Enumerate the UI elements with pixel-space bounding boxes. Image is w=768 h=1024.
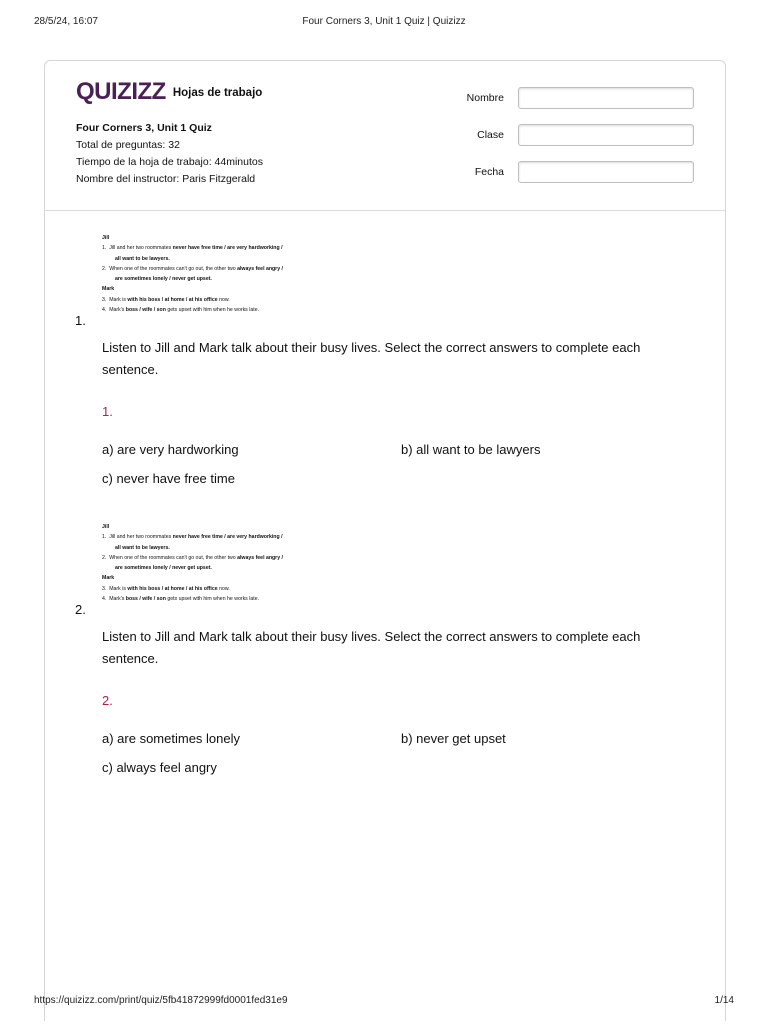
question-text: Listen to Jill and Mark talk about their busy lives. Select the correct answers to complete each sentence. (102, 340, 641, 377)
print-url: https://quizizz.com/print/quiz/5fb41872999fd0001fed31e9 (34, 995, 288, 1006)
image-line: Mark is (109, 296, 126, 303)
image-line: now. (219, 296, 230, 303)
image-line: Jill and her two roommates (109, 245, 172, 252)
image-line: now. (219, 585, 230, 592)
print-title: Four Corners 3, Unit 1 Quiz | Quizizz (302, 16, 466, 27)
question-blank-label: 1. (102, 404, 113, 419)
question-blank-label: 2. (102, 693, 113, 708)
question-text: Listen to Jill and Mark talk about their busy lives. Select the correct answers to complete each sentence. (102, 629, 641, 666)
image-line-bold: are sometimes lonely / never get upset. (115, 565, 212, 572)
total-questions: Total de preguntas: 32 (76, 139, 180, 151)
name-input[interactable] (518, 87, 694, 109)
date-field-row (464, 161, 694, 183)
worksheet-time: Tiempo de la hoja de trabajo: 44minutos (76, 156, 263, 168)
class-label: Clase (477, 129, 504, 141)
image-line: Mark's (109, 596, 125, 603)
date-label: Fecha (474, 166, 504, 178)
image-line-bold: with his boss / at home / at his office (127, 585, 218, 592)
worksheet-card (44, 60, 726, 1021)
image-line: When one of the roommates can't go out, the other two (109, 554, 236, 561)
quizizz-logo (76, 78, 262, 106)
quiz-meta (76, 120, 263, 188)
option-b[interactable]: b) never get upset (401, 731, 506, 746)
image-line: gets upset with him when he works late. (167, 596, 260, 603)
page-number: 1/14 (714, 995, 734, 1006)
image-heading-jill: Jill (102, 524, 110, 530)
option-c[interactable]: c) always feel angry (102, 760, 217, 775)
option-c[interactable]: c) never have free time (102, 471, 235, 486)
image-heading-mark: Mark (102, 575, 115, 582)
image-line: Mark's (109, 307, 125, 314)
option-a[interactable]: a) are sometimes lonely (102, 731, 240, 746)
image-line-bold: always feel angry / (237, 554, 283, 561)
image-line-bold: never have free time / are very hardworking / (172, 534, 283, 541)
image-line: gets upset with him when he works late. (167, 307, 260, 314)
image-line-bold: never have free time / are very hardworking / (172, 245, 283, 252)
logo-subtitle: Hojas de trabajo (172, 87, 263, 99)
print-date: 28/5/24, 16:07 (34, 16, 98, 27)
image-line-bold: boss / wife / son (125, 596, 166, 603)
instructor-name: Nombre del instructor: Paris Fitzgerald (76, 173, 256, 185)
name-field-row (464, 87, 694, 109)
image-line: When one of the roommates can't go out, the other two (109, 265, 236, 272)
quiz-title: Four Corners 3, Unit 1 Quiz (76, 122, 212, 134)
image-line-bold: always feel angry / (237, 265, 283, 272)
image-line: Mark is (109, 585, 126, 592)
image-line-bold: with his boss / at home / at his office (127, 296, 218, 303)
question-image: Jill 1. Jill and her two roommates never have free time / are very hardworking / all want to be lawyers. 2. When one of the roommates can't go out, the other two always feel angry / are sometimes lonely / never get upset. Mark 3. Mark is with his boss / at home / at his office now. 4. Mark's boss / wife / son gets upset with him when he works late. (102, 524, 283, 603)
image-heading-mark: Mark (102, 286, 115, 293)
option-a[interactable]: a) are very hardworking (102, 442, 239, 457)
worksheet-header (45, 61, 725, 211)
image-line-bold: boss / wife / son (125, 307, 166, 314)
image-line: Jill and her two roommates (109, 534, 172, 541)
question-number: 1. (75, 313, 86, 328)
question-number: 2. (75, 602, 86, 617)
date-input[interactable] (518, 161, 694, 183)
image-line-bold: all want to be lawyers. (115, 544, 170, 551)
class-input[interactable] (518, 124, 694, 146)
print-header (34, 16, 734, 30)
image-heading-jill: Jill (102, 235, 110, 241)
name-label: Nombre (466, 92, 504, 104)
print-footer (34, 995, 734, 1009)
class-field-row (464, 124, 694, 146)
option-b[interactable]: b) all want to be lawyers (401, 442, 541, 457)
image-line-bold: all want to be lawyers. (115, 255, 170, 262)
image-line-bold: are sometimes lonely / never get upset. (115, 276, 212, 283)
logo-wordmark: QUIZIZZ (76, 78, 166, 105)
question-image: Jill 1. Jill and her two roommates never have free time / are very hardworking / all want to be lawyers. 2. When one of the roommates can't go out, the other two always feel angry / are sometimes lonely / never get upset. Mark 3. Mark is with his boss / at home / at his office now. 4. Mark's boss / wife / son gets upset with him when he works late. (102, 235, 283, 314)
